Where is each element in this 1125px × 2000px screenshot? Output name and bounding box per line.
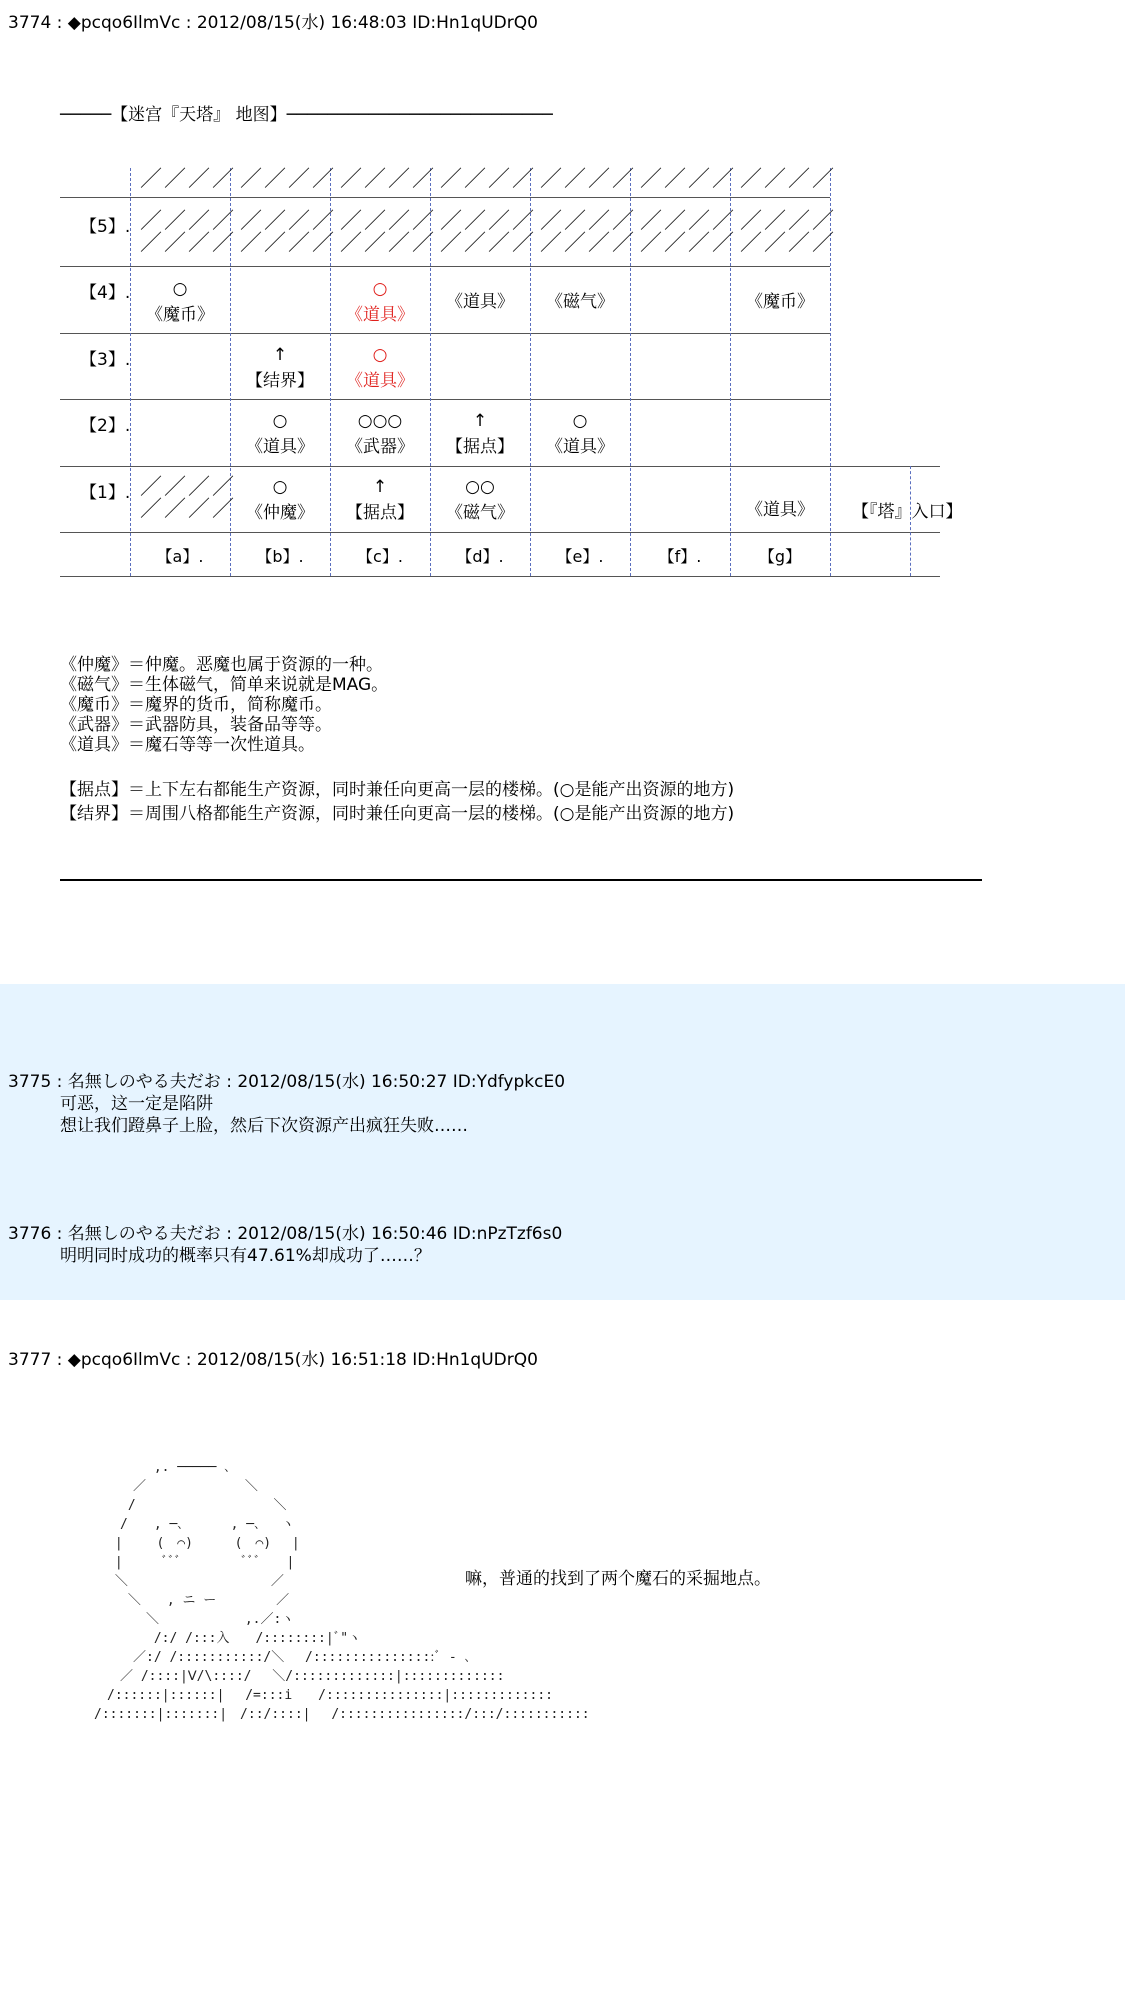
legend-line-4: 《武器》＝武器防具，装备品等等。 [60,715,332,735]
grid-line [60,266,830,267]
cell-c4: ○ 《道具》 [346,279,414,325]
post-header-3775: 3775 : 名無しのやる夫だお : 2012/08/15(水) 16:50:27 ID:YdfypkcE0 [8,1072,566,1092]
post-3777-speech: 嘛，普通的找到了两个魔石的采掘地点。 [465,1569,771,1589]
hatch-r5-e: ／／／／ [540,209,637,234]
hatch-r5-e2: ／／／／ [540,231,637,256]
legend-line-1: 《仲魔》＝仲魔。恶魔也属于资源的一种。 [60,655,383,675]
col-label-d: 【d】. [456,547,504,566]
cell-d4: 《道具》 [446,292,514,312]
hatch-r5-f: ／／／／ [640,209,737,234]
grid-line [60,399,830,400]
cell-g1: 《道具》 [746,500,814,520]
hatch-top-e: ／／／／ [540,167,637,192]
legend-line-2: 《磁气》＝生体磁气，简单来说就是MAG。 [60,675,389,695]
cell-b2: ○ 《道具》 [246,411,314,457]
cell-e2: ○ 《道具》 [546,411,614,457]
hatch-r1-a: ／／／／ [140,475,237,500]
hatch-r5-d: ／／／／ [440,209,537,234]
row-label-2: 【2】. [80,416,131,436]
hatch-top-g: ／／／／ [740,167,837,192]
cell-c2: ○○○ 《武器》 [346,411,414,457]
hatch-r5-c: ／／／／ [340,209,437,234]
row-label-1: 【1】. [80,483,131,503]
cell-d1: ○○ 《磁气》 [446,477,514,523]
post-3775-line-2: 想让我们蹬鼻子上脸，然后下次资源产出疯狂失败…… [60,1116,468,1136]
cell-c1: ↑ 【据点】 [346,477,414,523]
post-header-3774: 3774 : ◆pcqo6IlmVc : 2012/08/15(水) 16:48:03 ID:Hn1qUDrQ0 [8,13,538,33]
legend-line-7: 【结界】＝周围八格都能生产资源，同时兼任向更高一层的楼梯。(○是能产出资源的地方) [60,804,735,824]
cell-d2: ↑ 【据点】 [446,411,514,457]
col-label-e: 【e】. [556,547,604,566]
cell-b3: ↑ 【结界】 [246,345,314,391]
cell-b1: ○ 《仲魔》 [246,477,314,523]
divider [60,879,982,881]
legend-line-5: 《道具》＝魔石等等一次性道具。 [60,735,315,755]
post-header-3777: 3777 : ◆pcqo6IlmVc : 2012/08/15(水) 16:51:18 ID:Hn1qUDrQ0 [8,1350,538,1370]
row-label-4: 【4】. [80,283,131,303]
hatch-top-d: ／／／／ [440,167,537,192]
post-3776-line-1: 明明同时成功的概率只有47.61%却成功了……？ [60,1246,431,1266]
grid-line [60,197,830,198]
post-header-3776: 3776 : 名無しのやる夫だお : 2012/08/15(水) 16:50:46 ID:nPzTzf6s0 [8,1224,563,1244]
row-label-5: 【5】. [80,217,131,237]
hatch-top-c: ／／／／ [340,167,437,192]
hatch-r5-a2: ／／／／ [140,231,237,256]
hatch-top-f: ／／／／ [640,167,737,192]
col-label-c: 【c】. [357,547,403,566]
row-label-3: 【3】. [80,350,131,370]
hatch-r5-c2: ／／／／ [340,231,437,256]
grid-line [60,576,940,577]
hatch-top-b: ／／／／ [240,167,337,192]
hatch-r5-a: ／／／／ [140,209,237,234]
hatch-top-a: ／／／／ [140,167,237,192]
hatch-r5-g2: ／／／／ [740,231,837,256]
hatch-r5-d2: ／／／／ [440,231,537,256]
cell-g4: 《魔币》 [746,292,814,312]
hatch-r5-b: ／／／／ [240,209,337,234]
legend-line-6: 【据点】＝上下左右都能生产资源，同时兼任向更高一层的楼梯。(○是能产出资源的地方) [60,780,735,800]
hatch-r5-g: ／／／／ [740,209,837,234]
hatch-r1-a2: ／／／／ [140,497,237,522]
grid-line [60,532,940,533]
col-label-g: 【g】 [758,547,802,566]
hatch-r5-b2: ／／／／ [240,231,337,256]
post-3775-line-1: 可恶，这一定是陷阱 [60,1094,213,1114]
col-label-f: 【f】. [658,547,702,566]
cell-a4: ○ 《魔币》 [146,279,214,325]
cell-c3: ○ 《道具》 [346,345,414,391]
grid-line [60,333,830,334]
tower-entrance-label: 【『塔』入口】 [852,502,963,522]
cell-e4: 《磁气》 [546,292,614,312]
map-title: ─────【迷宫『天塔』 地图】────────────────────────── [60,105,553,125]
col-label-a: 【a】. [156,547,204,566]
ascii-art-character: ,. ───── ､ ／ ＼ / ＼ / , ─､ , ─､ ヽ | ( ⌒) ( ⌒) | | ﾞﾞﾞ ﾞﾞﾞ | ＼ ／ ＼ , ニ ー ／ ＼ ,.／:ヽ /:/ /:::入 /::::::::|ﾞ"ヽ ／:/ /:::::::::::/＼ /::::::::::::::::ﾞ - ､ ／ /::::|Ⅴ/\::::/ ＼/:::::::::::::|::::::::::::: /::::::|::::::| /=:::i /:::::::::::::::|::::::::::::: /:::::::|:::::::| /::/::::| /::::::::::::::::/:::/::::::::::: [94,1460,590,1722]
col-label-b: 【b】. [256,547,304,566]
grid-line [60,466,940,467]
legend-line-3: 《魔币》＝魔界的货币，简称魔币。 [60,695,332,715]
hatch-r5-f2: ／／／／ [640,231,737,256]
